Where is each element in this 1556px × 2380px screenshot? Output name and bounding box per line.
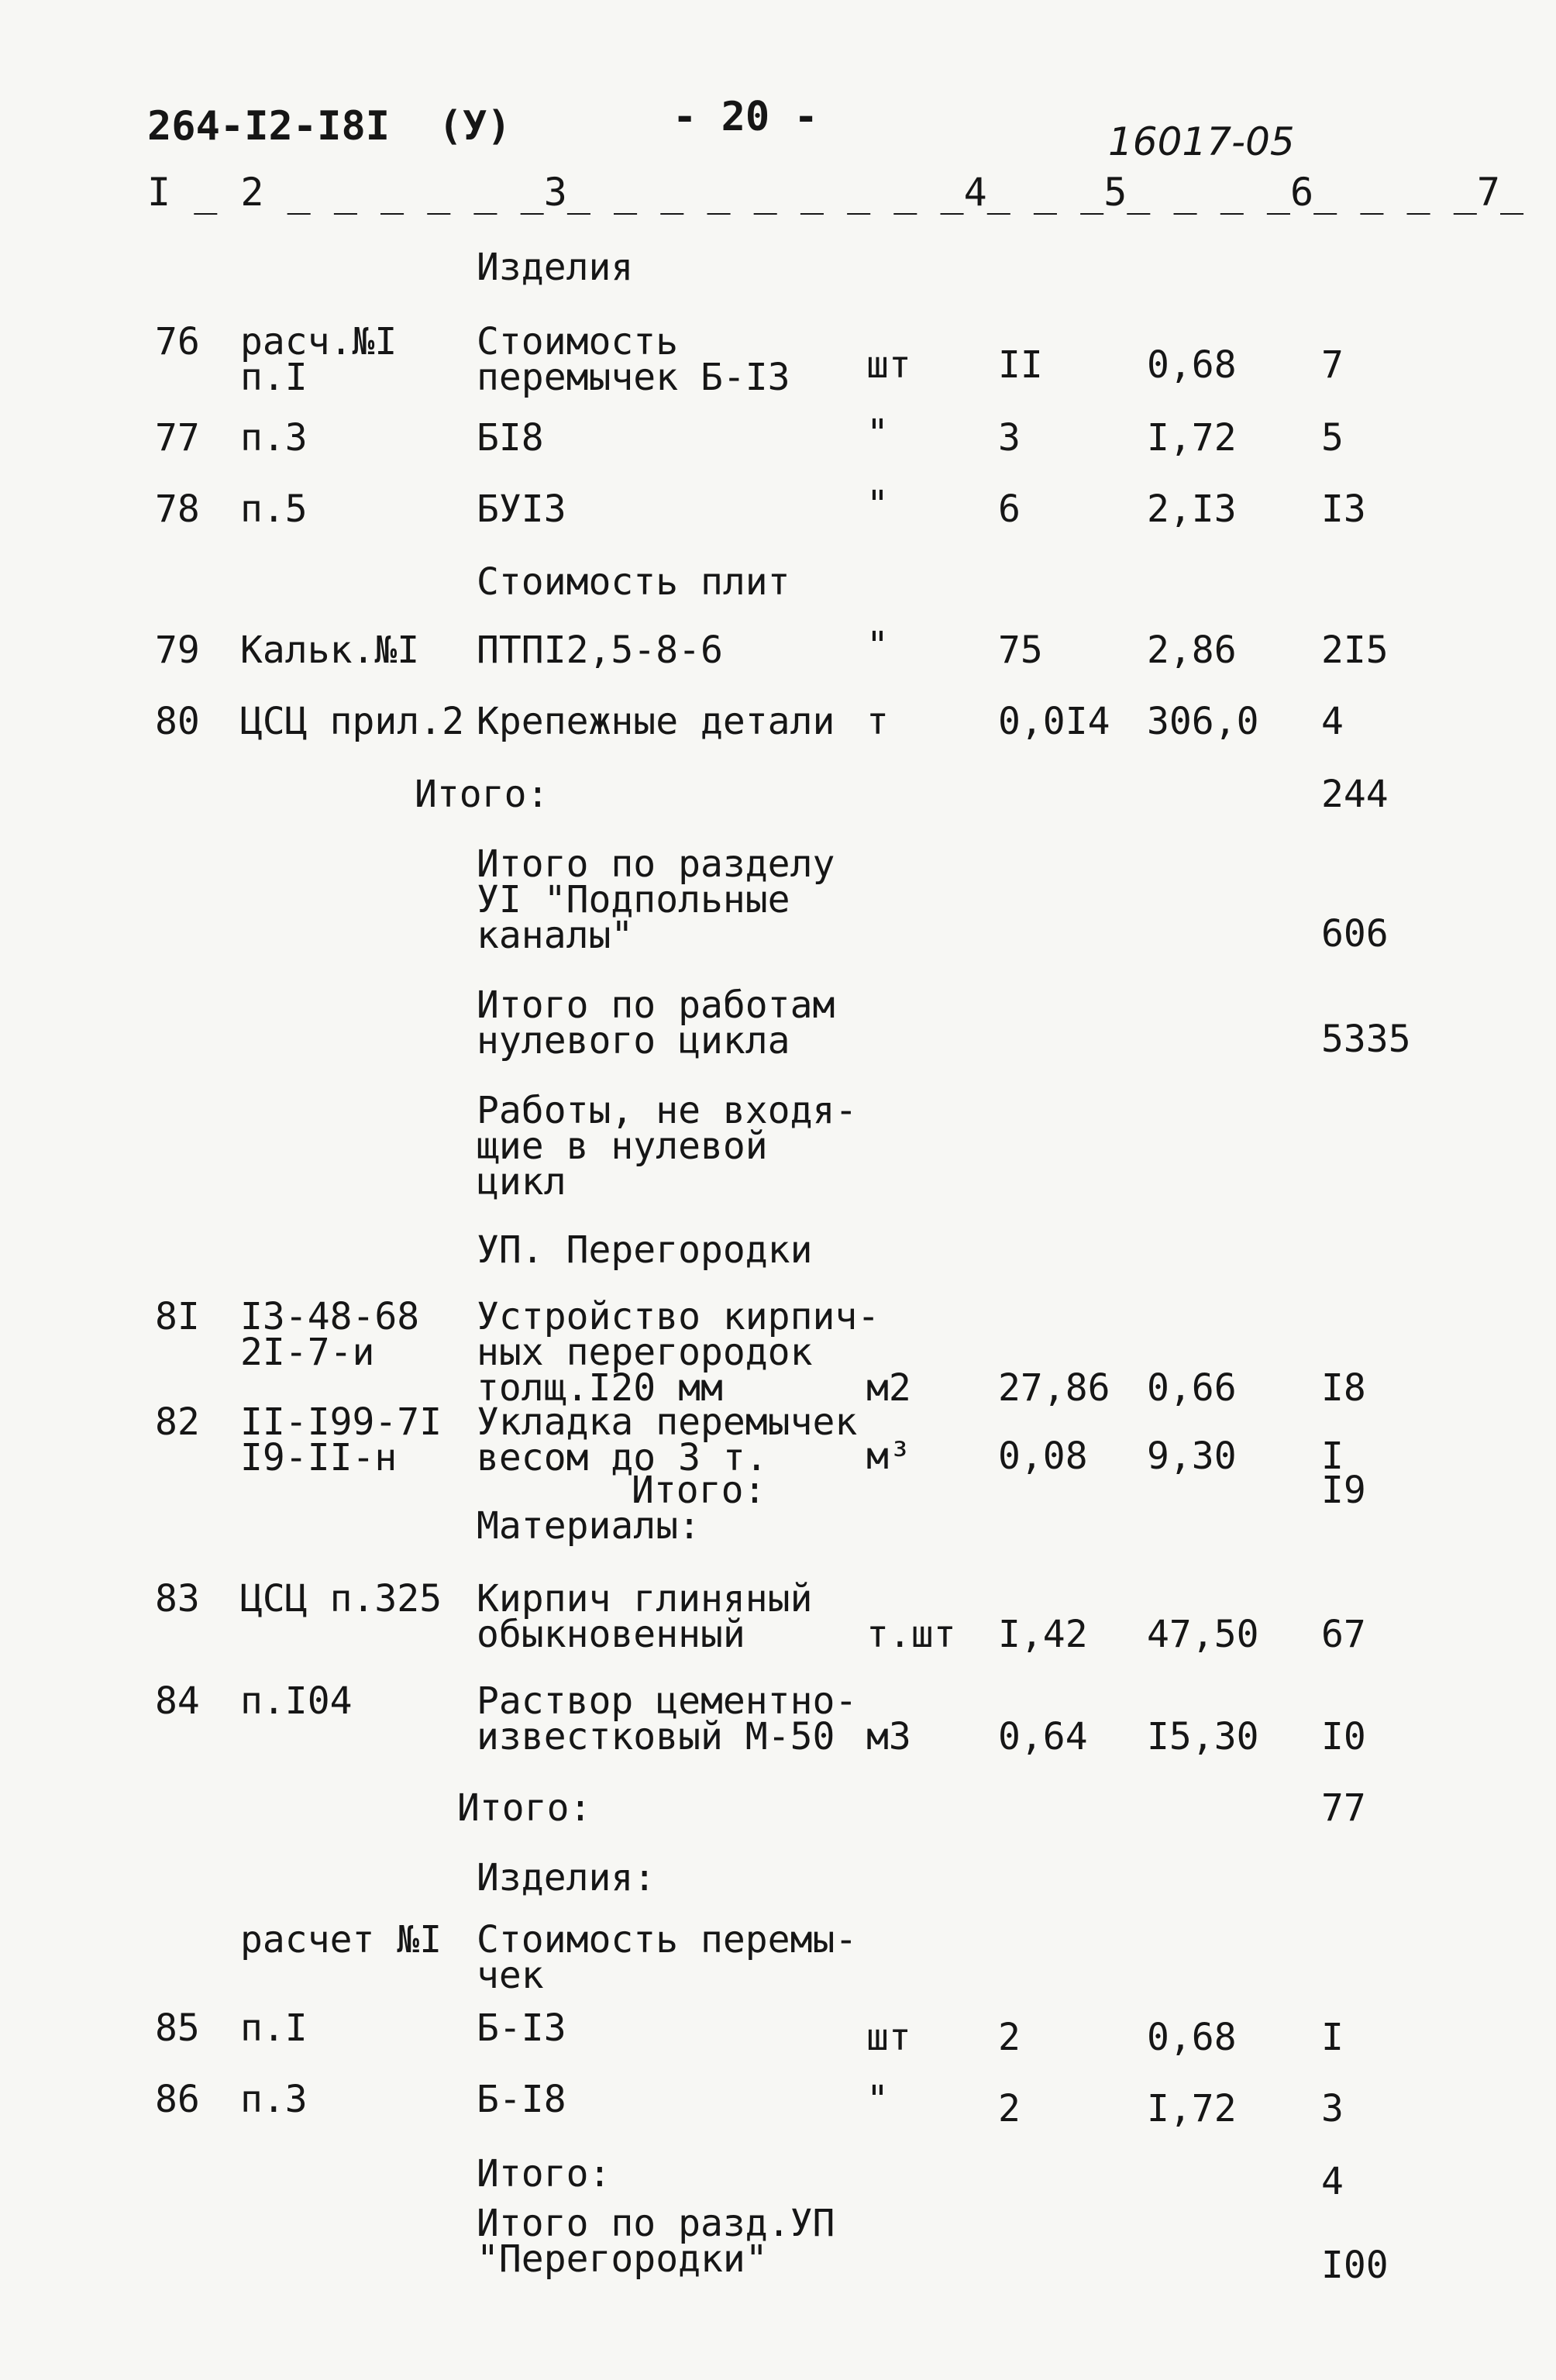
handwritten-number: 16017-05	[1108, 119, 1295, 164]
subtotal-value: 244	[1321, 773, 1389, 816]
subtotal-label: Итого:	[632, 1469, 766, 1512]
row-number: 84	[155, 1679, 200, 1723]
row-number: 78	[155, 487, 200, 531]
quantity: 6	[998, 487, 1021, 531]
unit-price: I5,30	[1147, 1715, 1259, 1758]
row-number: 77	[155, 416, 200, 460]
subtotal-label: Итого по работам нулевого цикла	[477, 983, 835, 1063]
item-description: Б-I3	[477, 2006, 566, 2050]
unit: "	[866, 483, 889, 526]
total-cost: I8	[1321, 1366, 1366, 1410]
reference-code: II-I99-7I I9-II-н	[240, 1400, 442, 1479]
section-label: Материалы:	[477, 1504, 701, 1548]
reference-code: расчет №I	[240, 1918, 442, 1962]
item-description: ПТПI2,5-8-6	[477, 629, 723, 672]
item-description: Устройство кирпич- ных перегородок толщ.I20 мм	[477, 1295, 880, 1410]
section-title: УП. Перегородки	[477, 1228, 813, 1272]
unit: м³	[866, 1435, 911, 1478]
subtotal-value: 606	[1321, 912, 1389, 956]
subtotal-label: Итого по разделу УI "Подпольные каналы"	[477, 842, 835, 957]
reference-code: п.I	[240, 2006, 308, 2050]
row-number: 83	[155, 1577, 200, 1621]
unit: "	[866, 624, 889, 667]
quantity: 75	[998, 629, 1043, 672]
reference-code: расч.№I п.I	[240, 320, 398, 399]
quantity: 2	[998, 2016, 1021, 2059]
quantity: I,42	[998, 1613, 1088, 1656]
item-description: Б-I8	[477, 2078, 566, 2121]
unit-price: 306,0	[1147, 700, 1259, 743]
reference-code: ЦСЦ п.325	[240, 1577, 442, 1621]
subtotal-value: 5335	[1321, 1018, 1411, 1061]
unit: шт	[866, 2016, 911, 2059]
column-numbers: I _ 2 _ _ _ _ _ _3_ _ _ _ _ _ _ _ _4_ _ _5_ _ _ _6_ _ _ _7_	[147, 170, 1524, 215]
subtotal-value: I9	[1321, 1469, 1366, 1512]
section-label: Стоимость плит	[477, 560, 790, 604]
row-number: 79	[155, 629, 200, 672]
unit: "	[866, 2078, 889, 2121]
row-number: 86	[155, 2078, 200, 2121]
section-label: Работы, не входя- щие в нулевой цикл	[477, 1089, 858, 1204]
reference-code: п.I04	[240, 1679, 353, 1723]
subtotal-label: Итого:	[415, 773, 549, 816]
unit: шт	[866, 343, 911, 387]
total-cost: I3	[1321, 487, 1366, 531]
unit: "	[866, 412, 889, 455]
total-cost: 4	[1321, 700, 1344, 743]
reference-code: п.3	[240, 416, 308, 460]
subtotal-value: 77	[1321, 1786, 1366, 1830]
total-cost: I	[1321, 1435, 1344, 1478]
item-description: Кирпич глиняный обыкновенный	[477, 1577, 813, 1656]
page-number: - 20 -	[673, 94, 818, 140]
reference-code: п.5	[240, 487, 308, 531]
reference-code: ЦСЦ прил.2	[240, 700, 464, 743]
subtotal-label: Итого:	[477, 2152, 611, 2196]
quantity: 3	[998, 416, 1021, 460]
subtotal-value: I00	[1321, 2244, 1389, 2287]
total-cost: 67	[1321, 1613, 1366, 1656]
unit-price: I,72	[1147, 416, 1237, 460]
subtotal-label: Итого:	[457, 1786, 592, 1830]
document-code: 264-I2-I8I (У)	[147, 103, 511, 150]
reference-code: п.3	[240, 2078, 308, 2121]
quantity: 0,08	[998, 1435, 1088, 1478]
section-label: Изделия:	[477, 1856, 656, 1900]
subtotal-value: 4	[1321, 2160, 1344, 2203]
row-number: 8I	[155, 1295, 200, 1338]
unit: т	[866, 700, 889, 743]
total-cost: 7	[1321, 343, 1344, 387]
row-number: 85	[155, 2006, 200, 2050]
row-number: 82	[155, 1400, 200, 1444]
row-number: 80	[155, 700, 200, 743]
total-cost: I	[1321, 2016, 1344, 2059]
unit-price: 0,66	[1147, 1366, 1237, 1410]
unit: м2	[866, 1366, 911, 1410]
item-description: Раствор цементно- известковый М-50	[477, 1679, 858, 1758]
item-description: Укладка перемычек весом до 3 т.	[477, 1400, 858, 1479]
item-description: Стоимость перемычек Б-I3	[477, 320, 790, 399]
unit-price: 0,68	[1147, 343, 1237, 387]
quantity: 27,86	[998, 1366, 1110, 1410]
total-cost: I0	[1321, 1715, 1366, 1758]
unit: м3	[866, 1715, 911, 1758]
row-number: 76	[155, 320, 200, 363]
section-label: Изделия	[477, 246, 634, 289]
unit-price: 47,50	[1147, 1613, 1259, 1656]
reference-code: I3-48-68 2I-7-и	[240, 1295, 420, 1374]
item-description: Стоимость перемы- чек	[477, 1918, 858, 1997]
total-cost: 5	[1321, 416, 1344, 460]
item-description: Крепежные детали	[477, 700, 835, 743]
total-cost: 3	[1321, 2087, 1344, 2130]
subtotal-label: Итого по разд.УП "Перегородки"	[477, 2202, 835, 2281]
quantity: II	[998, 343, 1043, 387]
unit-price: 9,30	[1147, 1435, 1237, 1478]
quantity: 2	[998, 2087, 1021, 2130]
unit: т.шт	[866, 1613, 956, 1656]
quantity: 0,0I4	[998, 700, 1110, 743]
item-description: БI8	[477, 416, 544, 460]
reference-code: Кальк.№I	[240, 629, 420, 672]
unit-price: 0,68	[1147, 2016, 1237, 2059]
item-description: БУI3	[477, 487, 566, 531]
total-cost: 2I5	[1321, 629, 1389, 672]
unit-price: 2,I3	[1147, 487, 1237, 531]
unit-price: 2,86	[1147, 629, 1237, 672]
quantity: 0,64	[998, 1715, 1088, 1758]
unit-price: I,72	[1147, 2087, 1237, 2130]
